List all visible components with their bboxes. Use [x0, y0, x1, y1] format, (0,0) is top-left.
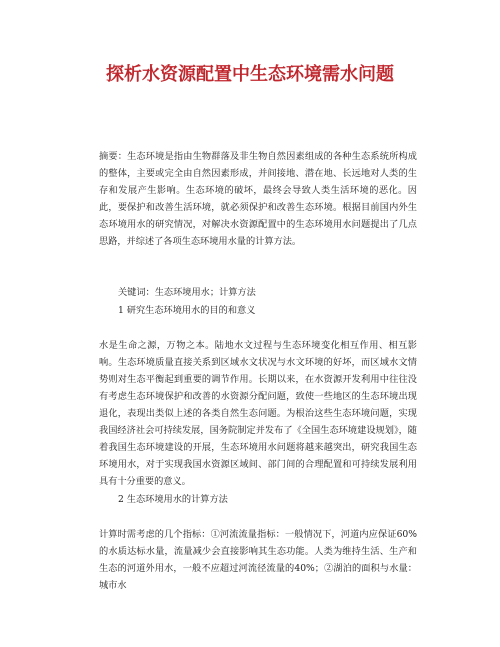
document-title: 探析水资源配置中生态环境需水问题	[106, 64, 394, 85]
section-2-heading: 2 生态环境用水的计算方法	[118, 494, 228, 505]
section-2-paragraph: 计算时需考虑的几个指标：①河流流量指标：一般情况下，河道内应保证60%的水质达标水量，流量减少会直接影响其生态功能。人类为维持生活、生产和生态的河道外用水，一般不应超过河流径流量的40%；②湖泊的面积与水量：城市水	[99, 529, 417, 591]
abstract-paragraph: 摘要：生态环境是指由生物群落及非生物自然因素组成的各种生态系统所构成的整体，主要或完全由自然因素形成，并间接地、潜在地、长远地对人类的生存和发展产生影响。生态环境的破坏，最终会导致人类生活环境的恶化。因此，要保护和改善生活环境，就必须保护和改善生态环境。根据目前国内外生态环境用水的研究情况，对解决水资源配置中的生态环境用水问题提出了几点思路，并综述了各项生态环境用水量的计算方法。	[99, 151, 417, 247]
section-1-paragraph: 水是生命之源，万物之本。陆地水文过程与生态环境变化相互作用、相互影响。生态环境质量直接关系到区域水文状况与水文环境的好坏，而区域水文情势则对生态平衡起到重要的调节作用。长期以来，在水资源开发利用中往往没有考虑生态环境保护和改善的水资源分配问题，致使一些地区的生态环境出现退化，表现出类似上述的各类自然生态问题。为根治这些生态环境问题，实现我国经济社会可持续发展，国务院制定并发布了《全国生态环境建设规划》，随着我国生态环境建设的开展，生态环境用水问题将越来越突出，研究我国生态环境用水，对于实现我国水资源区域间、部门间的合理配置和可持续发展利用具有十分重要的意义。	[99, 340, 417, 487]
keywords-line: 关键词：生态环境用水；计算方法	[118, 287, 256, 298]
section-1-heading: 1 研究生态环境用水的目的和意义	[118, 305, 256, 316]
